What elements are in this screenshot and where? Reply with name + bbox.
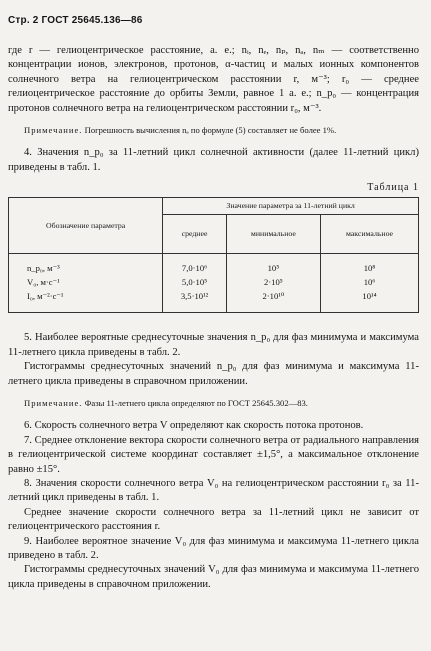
table-cell-param: I₀, м⁻²·с⁻¹ xyxy=(9,289,163,313)
table-cell-min: 10⁵ xyxy=(226,254,320,276)
table-1-header-avg: среднее xyxy=(163,215,227,254)
table-cell-avg: 7,0·10⁶ xyxy=(163,254,227,276)
paragraph-8: 8. Значения скорости солнечного ветра V₀ на гелиоцентрическом расстоянии r₀ за 11-летний цикл приведены в табл. 1. xyxy=(8,477,419,504)
note-2-label: Примечание. xyxy=(24,398,83,409)
table-1-caption: Таблица 1 xyxy=(367,182,419,194)
paragraph-8-mean: Среднее значение скорости солнечного ветра за 11-летний цикл не зависит от гелиоцентрического расстояния r. xyxy=(8,506,419,533)
table-1 xyxy=(8,197,419,313)
table-row xyxy=(9,275,419,289)
paragraph-5: 5. Наиболее вероятные среднесуточные значения n_p₀ для фаз минимума и максимума 11-летнего цикла приведены в табл. 2. xyxy=(8,332,419,358)
page-header: Стр. 2 ГОСТ 25645.136—86 xyxy=(8,15,143,26)
paragraph-5-histograms: Гистограммы среднесуточных значений n_p₀ для фаз минимума и максимума 11-летнего цикла приведены в справочном приложении. xyxy=(8,361,419,387)
document-body xyxy=(8,44,419,592)
table-cell-max: 10¹⁴ xyxy=(321,289,419,313)
table-row xyxy=(9,254,419,276)
note-1 xyxy=(8,124,419,136)
table-1-header-group: Значение параметра за 11-летний цикл xyxy=(163,198,419,215)
table-cell-param: V₀, м·с⁻¹ xyxy=(9,275,163,289)
note-1-text: Погрешность вычисления nₐ по формуле (5) составляет не более 1%. xyxy=(84,125,337,136)
note-1-label: Примечание. xyxy=(24,125,83,136)
table-cell-max: 10⁶ xyxy=(321,275,419,289)
table-1-header-min: минимальное xyxy=(226,215,320,254)
paragraph-definitions: где r — гелиоцентрическое расстояние, а. е.; nᵢ, nₑ, nₚ, nₐ, nₘ — соответственно концентрации ионов, электронов, протонов, α-частиц и малых ионных компонентов солнечного ветра на гелиоцентрическом расстоянии r, м⁻³; r₀ — среднее гелиоцентрическое расстояние до орбиты Земли, равное 1 а. е.; n_p₀ — концентрация протонов солнечного ветра на гелиоцентрическом расстоянии r₀, м⁻³. xyxy=(8,45,419,114)
table-cell-min: 2·10⁵ xyxy=(226,275,320,289)
table-cell-param: n_p₀, м⁻³ xyxy=(9,254,163,276)
note-2 xyxy=(8,397,419,409)
paragraph-9: 9. Наиболее вероятное значение V₀ для фаз минимума и максимума 11-летнего цикла приведено в табл. 2. xyxy=(8,535,419,561)
table-cell-avg: 5,0·10⁵ xyxy=(163,275,227,289)
note-2-text: Фазы 11-летнего цикла определяют по ГОСТ 25645.302—83. xyxy=(84,398,308,409)
table-1-header-max: максимальное xyxy=(321,215,419,254)
paragraph-4: 4. Значения n_p₀ за 11-летний цикл солнечной активности (далее 11-летний цикл) приведены в табл. 1. xyxy=(8,147,419,173)
paragraph-6: 6. Скорость солнечного ветра V определяют как скорость потока протонов. xyxy=(24,420,364,432)
table-cell-max: 10⁸ xyxy=(321,254,419,276)
table-cell-min: 2·10¹⁰ xyxy=(226,289,320,313)
paragraph-9-histograms: Гистограммы среднесуточных значений V₀ для фаз минимума и максимума 11-летнего цикла приведены в справочном приложении. xyxy=(8,564,419,590)
table-cell-avg: 3,5·10¹² xyxy=(163,289,227,313)
table-row xyxy=(9,289,419,313)
table-1-header-param: Обозначение параметра xyxy=(9,198,163,254)
paragraph-7: 7. Среднее отклонение вектора скорости солнечного ветра от радиального направления в гелиоцентрической системе координат составляет ±1,5°, а максимальное отклонение равно ±15°. xyxy=(8,434,419,475)
